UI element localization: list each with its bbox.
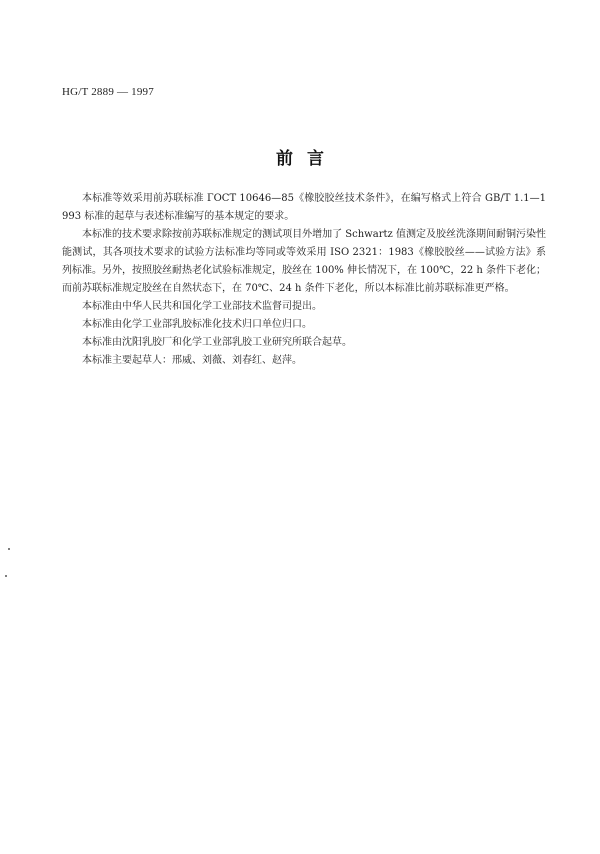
- paragraph-3: 本标准由中华人民共和国化学工业部技术监督司提出。: [82, 301, 322, 312]
- paragraph-4: 本标准由化学工业部乳胶标准化技术归口单位归口。: [82, 319, 312, 330]
- paragraph-5: 本标准由沈阳乳胶厂和化学工业部乳胶工业研究所联合起草。: [82, 337, 352, 348]
- paragraph-1: 本标准等效采用前苏联标准 ГОСТ 10646—85《橡胶胶丝技术条件》，在编写格式上符合 GB/T 1.1—1993 标准的起草与表述标准编写的基本规定的要求。: [62, 193, 546, 222]
- scan-speck: [8, 548, 10, 550]
- scan-speck: [5, 575, 7, 577]
- paragraph-2: 本标准的技术要求除按前苏联标准规定的测试项目外增加了 Schwartz 值测定及胶丝洗涤期间耐铜污染性能测试，其各项技术要求的试验方法标准均等同或等效采用 ISO 2321：1983《橡胶胶丝——试验方法》系列标准。另外，按照胶丝耐热老化试验标准规定，胶丝在 100% 伸长情况下，在 100℃，22 h 条件下老化；而前苏联标准规定胶丝在自然状态下，在 70℃、24 h 条件下老化，所以本标准比前苏联标准更严格。: [62, 229, 546, 294]
- standard-code: HG/T 2889 — 1997: [62, 86, 154, 98]
- document-body: [62, 190, 546, 370]
- page-title: 前言: [276, 149, 338, 169]
- paragraph-6: 本标准主要起草人：邢威、刘薇、刘春红、赵萍。: [82, 355, 302, 366]
